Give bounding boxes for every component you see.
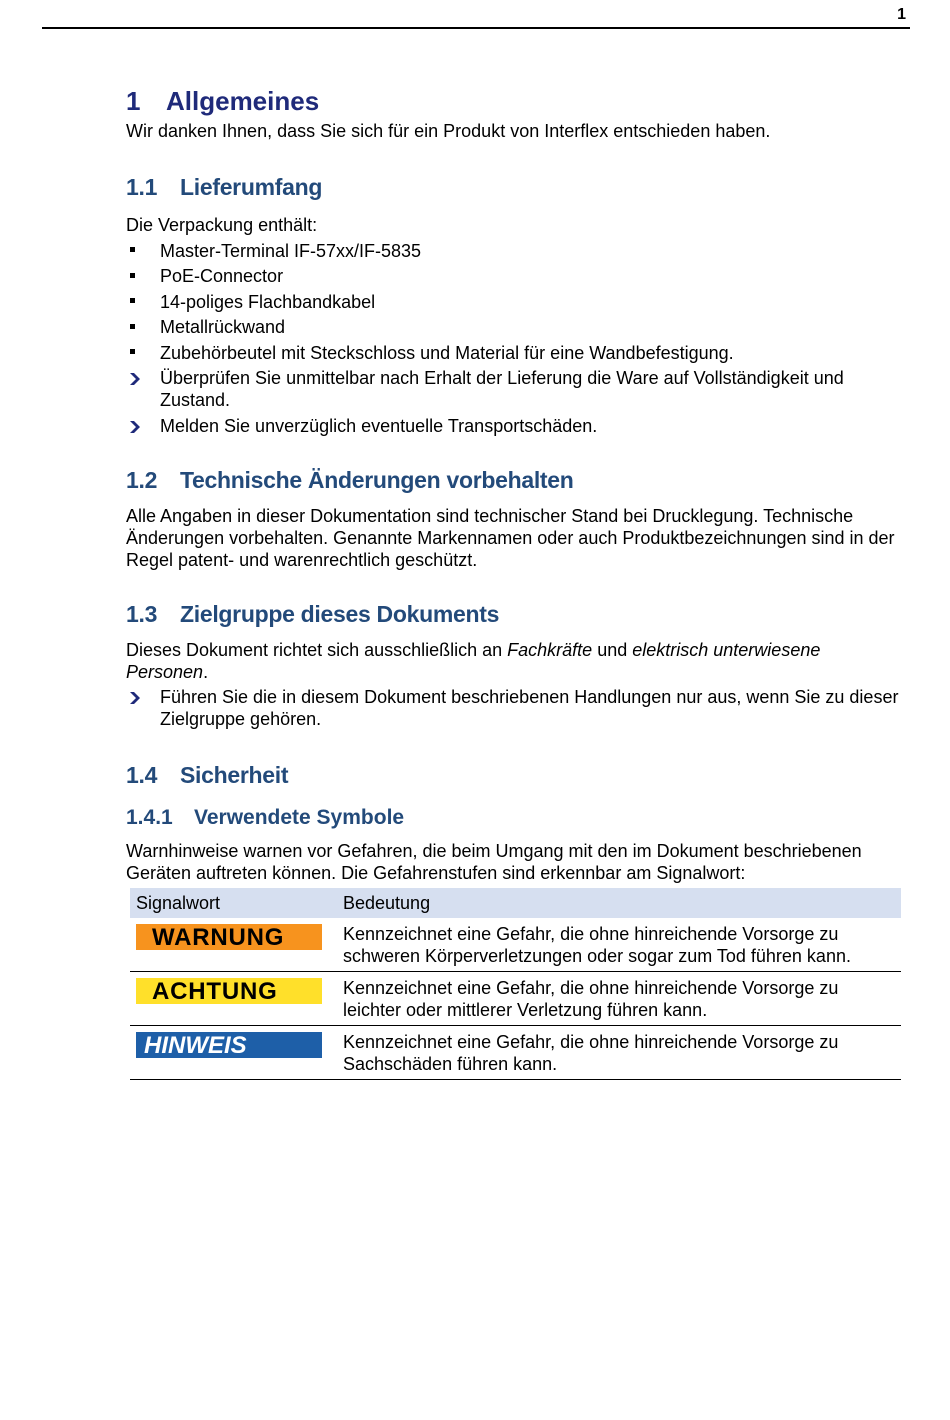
hinweis-signal-badge: HINWEIS (136, 1032, 322, 1058)
step-item: Führen Sie die in diesem Dokument beschriebenen Handlungen nur aus, wenn Sie zu dieser Zielgruppe gehören. (126, 686, 906, 730)
technical-changes-paragraph: Alle Angaben in dieser Dokumentation sind technischer Stand bei Drucklegung. Technische Änderungen vorbehalten. Genannte Markennamen oder auch Produktbezeichnungen sind in der Regel patent- und warenrechtlich geschützt. (126, 505, 895, 570)
intro-paragraph: Wir danken Ihnen, dass Sie sich für ein Produkt von Interflex entschieden haben. (126, 121, 771, 141)
table-header-row (130, 888, 901, 918)
heading-number: 1.4.1 (126, 806, 173, 829)
meaning-cell: Kennzeichnet eine Gefahr, die ohne hinreichende Vorsorge zu schweren Körperverletzungen oder sogar zum Tod führen kann. (337, 918, 901, 972)
chevron-right-icon (128, 415, 142, 437)
heading-title: Zielgruppe dieses Dokuments (180, 600, 500, 627)
contents-list (126, 240, 906, 437)
heading-title: Technische Änderungen vorbehalten (180, 466, 574, 493)
chevron-right-icon (128, 367, 142, 389)
heading-allgemeines (126, 84, 906, 118)
square-bullet-icon (128, 316, 142, 338)
heading-lieferumfang (126, 172, 906, 202)
table-row (130, 1026, 901, 1080)
heading-title: Lieferumfang (180, 174, 323, 200)
column-header-bedeutung: Bedeutung (337, 888, 901, 918)
step-item: Überprüfen Sie unmittelbar nach Erhalt der Lieferung die Ware auf Vollständigkeit und Zustand. (126, 367, 906, 411)
list-item: PoE-Connector (126, 265, 906, 287)
signal-word-table (130, 888, 901, 1080)
heading-title: Sicherheit (180, 762, 289, 788)
heading-title: Allgemeines (166, 86, 320, 116)
heading-sicherheit (126, 760, 906, 790)
heading-number: 1 (126, 86, 141, 116)
target-group-paragraph: Dieses Dokument richtet sich ausschließlich an Fachkräfte und elektrisch unterwiesene Personen. (126, 639, 821, 682)
table-row (130, 972, 901, 1026)
square-bullet-icon (128, 240, 142, 262)
chevron-right-icon (128, 686, 142, 708)
list-item: Metallrückwand (126, 316, 906, 338)
column-header-signalwort: Signalwort (130, 888, 337, 918)
document-body (126, 84, 906, 1080)
step-item: Melden Sie unverzüglich eventuelle Transportschäden. (126, 415, 906, 437)
heading-title: Verwendete Symbole (194, 806, 405, 829)
meaning-cell: Kennzeichnet eine Gefahr, die ohne hinreichende Vorsorge zu leichter oder mittlerer Verletzung führen kann. (337, 972, 901, 1026)
symbols-paragraph: Warnhinweise warnen vor Gefahren, die beim Umgang mit den im Dokument beschriebenen Geräten auftreten können. Die Gefahrenstufen sind erkennbar am Signalwort: (126, 841, 862, 883)
table-row (130, 918, 901, 972)
heading-verwendete-symbole (126, 804, 906, 832)
heading-number: 1.2 (126, 466, 158, 493)
warnung-signal-badge: WARNUNG (136, 924, 322, 950)
meaning-cell: Kennzeichnet eine Gefahr, die ohne hinreichende Vorsorge zu Sachschäden führen kann. (337, 1026, 901, 1080)
square-bullet-icon (128, 265, 142, 287)
heading-number: 1.4 (126, 762, 158, 788)
list-item: 14-poliges Flachbandkabel (126, 291, 906, 313)
heading-number: 1.1 (126, 174, 158, 200)
packaging-intro: Die Verpackung enthält: (126, 215, 318, 235)
page-number: 1 (897, 6, 906, 23)
heading-technische-aenderungen (126, 465, 906, 495)
emphasis-personen: elektrisch unterwiesene Personen (126, 639, 821, 682)
list-item: Zubehörbeutel mit Steckschloss und Material für eine Wandbefestigung. (126, 342, 906, 364)
heading-number: 1.3 (126, 600, 158, 627)
square-bullet-icon (128, 342, 142, 364)
square-bullet-icon (128, 291, 142, 313)
header-rule (42, 27, 910, 29)
achtung-signal-badge: ACHTUNG (136, 978, 322, 1004)
heading-zielgruppe (126, 599, 906, 629)
target-group-steps (126, 686, 906, 730)
emphasis-fachkraefte: Fachkräfte (507, 639, 593, 660)
list-item: Master-Terminal IF-57xx/IF-5835 (126, 240, 906, 262)
